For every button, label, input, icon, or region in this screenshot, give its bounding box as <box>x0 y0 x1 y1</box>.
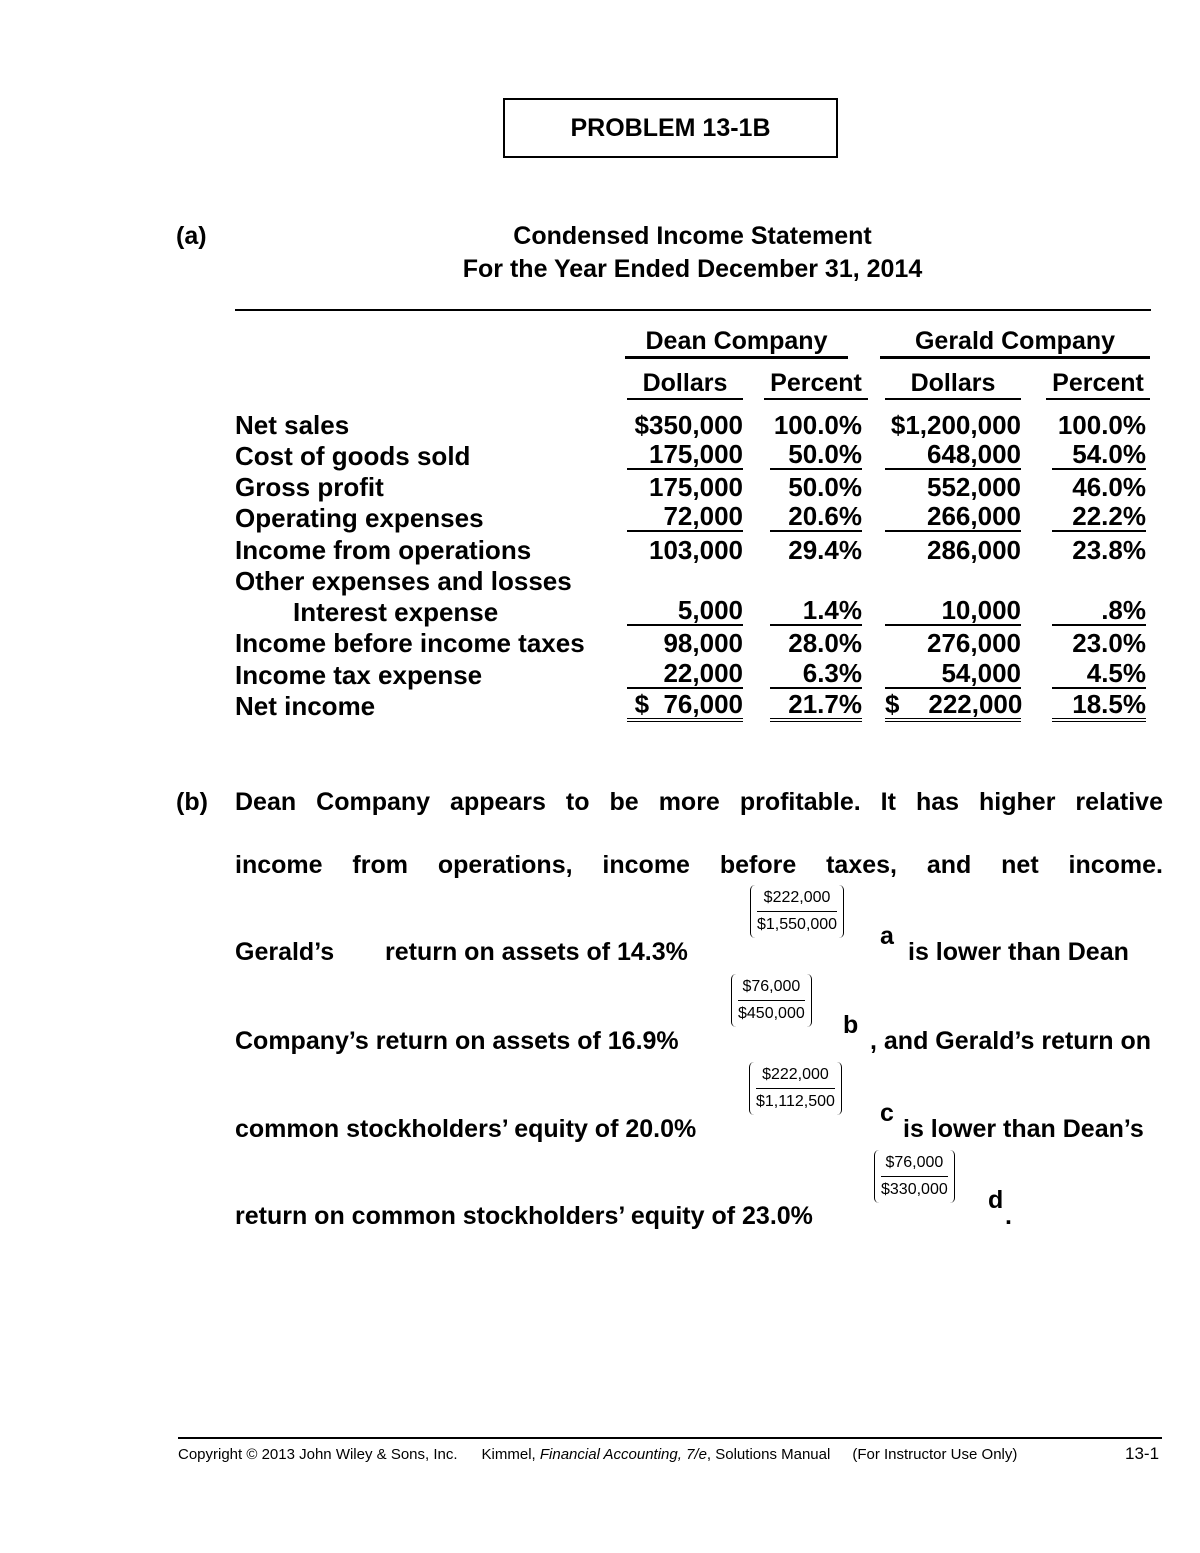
cell-value: 4.5% <box>1052 660 1146 689</box>
group-gerald: Gerald Company <box>880 326 1150 359</box>
cell-value: 175,000 <box>627 441 743 470</box>
cell-value: 100.0% <box>773 410 862 440</box>
cell-value: $1,200,000 <box>890 410 1021 440</box>
cell-value: 22,000 <box>627 660 743 689</box>
cell-value: 286,000 <box>927 535 1021 565</box>
row-label: Interest expense <box>293 597 499 627</box>
analysis-text: is lower than Dean <box>908 938 1129 966</box>
footnote-mark: c <box>880 1099 894 1127</box>
fraction-a: $\frac{\$222,000}{\$1,550,000}$ <box>750 885 844 938</box>
col-gerald-percent: Percent <box>1046 368 1150 400</box>
analysis-text: return on common stockholders’ equity of 23.0% <box>235 1202 813 1230</box>
row-label: Income from operations <box>235 535 532 565</box>
cell-value: 54.0% <box>1052 441 1146 470</box>
cell-value: 23.8% <box>1072 535 1146 565</box>
cell-value: 10,000 <box>885 597 1021 626</box>
row-label: Income tax expense <box>235 660 483 690</box>
table-row <box>0 660 1200 691</box>
footnote-mark: d <box>988 1186 1004 1214</box>
fraction-c: $\frac{\$222,000}{\$1,112,500}$ <box>749 1062 842 1115</box>
cell-value: .8% <box>1052 597 1146 626</box>
cell-value: 28.0% <box>788 628 862 658</box>
cell-value: 50.0% <box>770 441 862 470</box>
footer-book: Financial Accounting, 7/e <box>539 1446 707 1463</box>
table-row <box>0 691 1200 722</box>
analysis-text: return on assets of 14.3% <box>385 938 688 966</box>
table-row <box>0 503 1200 534</box>
fraction-b: $\frac{\$76,000}{\$450,000}$ <box>731 974 812 1027</box>
page-number: 13-1 <box>1125 1444 1160 1463</box>
table-row <box>0 535 1200 566</box>
footer-note: (For Instructor Use Only) <box>852 1446 1018 1463</box>
analysis-text: , and Gerald’s return on <box>870 1027 1152 1055</box>
cell-value: 100.0% <box>1057 410 1146 440</box>
cell-value: 29.4% <box>788 535 862 565</box>
table-row <box>0 410 1200 441</box>
table-row <box>0 566 1200 597</box>
footer-divider <box>178 1437 1162 1439</box>
footnote-mark: b <box>843 1011 859 1039</box>
analysis-line: Dean Company appears to be more profitable. It has higher relative <box>235 788 1163 816</box>
fraction-d: $\frac{\$76,000}{\$330,000}$ <box>874 1150 955 1203</box>
row-label: Net income <box>235 691 376 721</box>
cell-value: 20.6% <box>770 503 862 532</box>
cell-value: 552,000 <box>927 472 1021 502</box>
row-label: Cost of goods sold <box>235 441 471 471</box>
part-b-label: (b) <box>176 788 208 816</box>
analysis-text: common stockholders’ equity of 20.0% <box>235 1115 697 1143</box>
cell-value: 21.7% <box>770 691 862 722</box>
analysis-line: income from operations, income before taxes, and net income. <box>235 851 1163 879</box>
cell-value: $350,000 <box>634 410 743 440</box>
statement-subheading: For the Year Ended December 31, 2014 <box>462 255 923 283</box>
col-dean-percent: Percent <box>764 368 868 400</box>
cell-value: 22.2% <box>1052 503 1146 532</box>
copyright: Copyright © 2013 John Wiley & Sons, Inc. <box>178 1446 458 1463</box>
statement-heading: Condensed Income Statement <box>513 222 872 250</box>
part-a-label: (a) <box>176 222 207 250</box>
problem-title: PROBLEM 13-1B <box>503 98 838 158</box>
cell-value: 23.0% <box>1072 628 1146 658</box>
footer-author: Kimmel, <box>481 1446 540 1463</box>
cell-value: 72,000 <box>627 503 743 532</box>
cell-value: 50.0% <box>788 472 862 502</box>
cell-value: 1.4% <box>770 597 862 626</box>
cell-value: 18.5% <box>1052 691 1146 722</box>
cell-value: 266,000 <box>885 503 1021 532</box>
analysis-text: Company’s return on assets of 16.9% <box>235 1027 679 1055</box>
analysis-text: Gerald’s <box>235 938 335 966</box>
cell-value: 276,000 <box>927 628 1021 658</box>
cell-value: 98,000 <box>663 628 743 658</box>
divider <box>235 309 1151 311</box>
row-label: Income before income taxes <box>235 628 585 658</box>
group-dean: Dean Company <box>625 326 848 359</box>
cell-value: 5,000 <box>627 597 743 626</box>
footer <box>178 1446 1017 1463</box>
cell-value: $ 222,000 <box>885 691 1021 722</box>
row-label: Gross profit <box>235 472 384 502</box>
cell-value: $ 76,000 <box>627 691 743 722</box>
table-row <box>0 472 1200 503</box>
row-label: Operating expenses <box>235 503 484 533</box>
row-label: Net sales <box>235 410 350 440</box>
table-row <box>0 597 1200 628</box>
col-gerald-dollars: Dollars <box>885 368 1021 400</box>
footer-manual: , Solutions Manual <box>706 1446 831 1463</box>
analysis-text: . <box>1005 1202 1012 1230</box>
analysis-text: is lower than Dean’s <box>903 1115 1144 1143</box>
cell-value: 648,000 <box>885 441 1021 470</box>
footnote-mark: a <box>880 922 894 950</box>
cell-value: 54,000 <box>885 660 1021 689</box>
cell-value: 103,000 <box>649 535 743 565</box>
row-label: Other expenses and losses <box>235 566 572 596</box>
table-row <box>0 628 1200 659</box>
cell-value: 175,000 <box>649 472 743 502</box>
cell-value: 46.0% <box>1072 472 1146 502</box>
cell-value: 6.3% <box>770 660 862 689</box>
table-row <box>0 441 1200 472</box>
col-dean-dollars: Dollars <box>627 368 743 400</box>
